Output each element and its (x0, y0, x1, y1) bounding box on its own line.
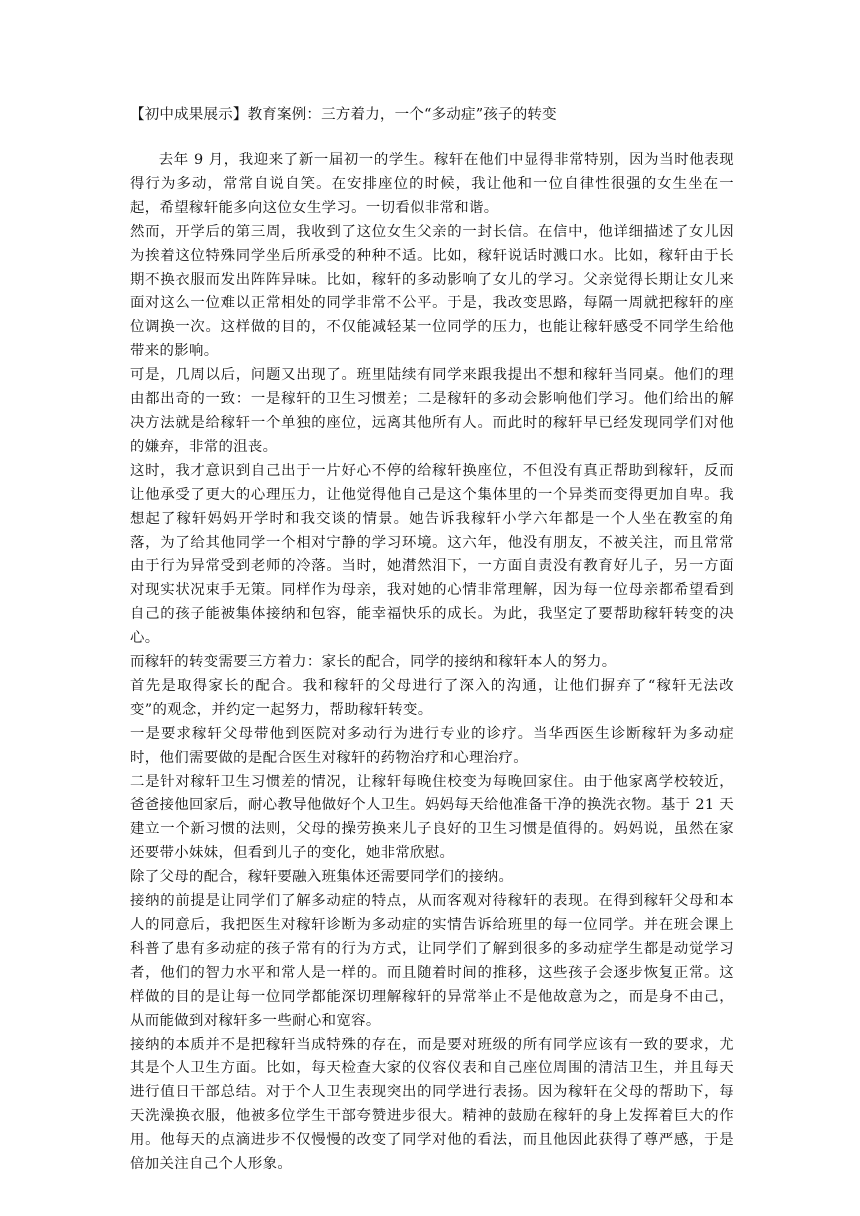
paragraph-2: 然而，开学后的第三周，我收到了这位女生父亲的一封长信。在信中，他详细描述了女儿因为挨着这位特殊同学坐后所承受的种种不适。比如，稼轩说话时溅口水。比如，稼轩由于长期不换衣服而发出阵阵异味。比如，稼轩的多动影响了女儿的学习。父亲觉得长期让女儿来面对这么一位难以正常相处的同学非常不公平。于是，我改变思路，每隔一周就把稼轩的座位调换一次。这样做的目的，不仅能减轻某一位同学的压力，也能让稼轩感受不同学生给他带来的影响。 (130, 223, 734, 360)
paragraph-9: 除了父母的配合，稼轩要融入班集体还需要同学们的接纳。 (130, 869, 514, 886)
paragraph-8: 二是针对稼轩卫生习惯差的情况，让稼轩每晚住校变为每晚回家住。由于他家离学校较近，爸爸接他回家后，耐心教导他做好个人卫生。妈妈每天给他准备干净的换洗衣物。基于 21 天建立一个新习惯的法则，父母的操劳换来儿子良好的卫生习惯是值得的。妈妈说，虽然在家还要带小妹妹，但看到儿子的变化，她非常欣慰。 (130, 773, 734, 862)
paragraph-6: 首先是取得家长的配合。我和稼轩的父母进行了深入的沟通，让他们摒弃了“稼轩无法改变”的观念，并约定一起努力，帮助稼轩转变。 (130, 677, 734, 718)
paragraph-3: 可是，几周以后，问题又出现了。班里陆续有同学来跟我提出不想和稼轩当同桌。他们的理由都出奇的一致：一是稼轩的卫生习惯差；二是稼轩的多动会影响他们学习。他们给出的解决方法就是给稼轩一个单独的座位，远离其他所有人。而此时的稼轩早已经发现同学们对他的嫌弃，非常的沮丧。 (130, 367, 734, 455)
paragraph-7: 一是要求稼轩父母带他到医院对多动行为进行专业的诊疗。当华西医生诊断稼轩为多动症时，他们需要做的是配合医生对稼轩的药物治疗和心理治疗。 (130, 725, 734, 766)
paragraph-11: 接纳的本质并不是把稼轩当成特殊的存在，而是要对班级的所有同学应该有一致的要求，尤其是个人卫生方面。比如，每天检查大家的仪容仪表和自己座位周围的清洁卫生，并且每天进行值日干部总结。对于个人卫生表现突出的同学进行表扬。因为稼轩在父母的帮助下，每天洗澡换衣服，他被多位学生干部夸赞进步很大。精神的鼓励在稼轩的身上发挥着巨大的作用。他每天的点滴进步不仅慢慢的改变了同学对他的看法，而且他因此获得了尊严感，于是倍加关注自己个人形象。 (130, 1036, 734, 1173)
document-page (130, 103, 734, 1177)
paragraph-1: 去年 9 月，我迎来了新一届初一的学生。稼轩在他们中显得非常特别，因为当时他表现得行为多动，常常自说自笑。在安排座位的时候，我让他和一位自律性很强的女生坐在一起，希望稼轩能多向这位女生学习。一切看似非常和谐。 (130, 152, 734, 216)
paragraph-10: 接纳的前提是让同学们了解多动症的特点，从而客观对待稼轩的表现。在得到稼轩父母和本人的同意后，我把医生对稼轩诊断为多动症的实情告诉给班里的每一位同学。并在班会课上科普了患有多动症的孩子常有的行为方式，让同学们了解到很多的多动症学生都是动觉学习者，他们的智力水平和常人是一样的。而且随着时间的推移，这些孩子会逐步恢复正常。这样做的目的是让每一位同学都能深切理解稼轩的异常举止不是他故意为之，而是身不由己，从而能做到对稼轩多一些耐心和宽容。 (130, 893, 734, 1029)
paragraph-4: 这时，我才意识到自己出于一片好心不停的给稼轩换座位，不但没有真正帮助到稼轩，反而让他承受了更大的心理压力，让他觉得他自己是这个集体里的一个异类而变得更加自卑。我想起了稼轩妈妈开学时和我交谈的情景。她告诉我稼轩小学六年都是一个人坐在教室的角落，为了给其他同学一个相对宁静的学习环境。这六年，他没有朋友，不被关注，而且常常由于行为异常受到老师的冷落。当时，她潸然泪下，一方面自责没有教育好儿子，另一方面对现实状况束手无策。同样作为母亲，我对她的心情非常理解，因为每一位母亲都希望看到自己的孩子能被集体接纳和包容，能幸福快乐的成长。为此，我坚定了要帮助稼轩转变的决心。 (130, 462, 734, 647)
document-body (130, 149, 734, 1177)
document-title: 【初中成果展示】教育案例：三方着力，一个“多动症”孩子的转变 (130, 107, 557, 123)
paragraph-5: 而稼轩的转变需要三方着力：家长的配合，同学的接纳和稼轩本人的努力。 (130, 654, 617, 671)
